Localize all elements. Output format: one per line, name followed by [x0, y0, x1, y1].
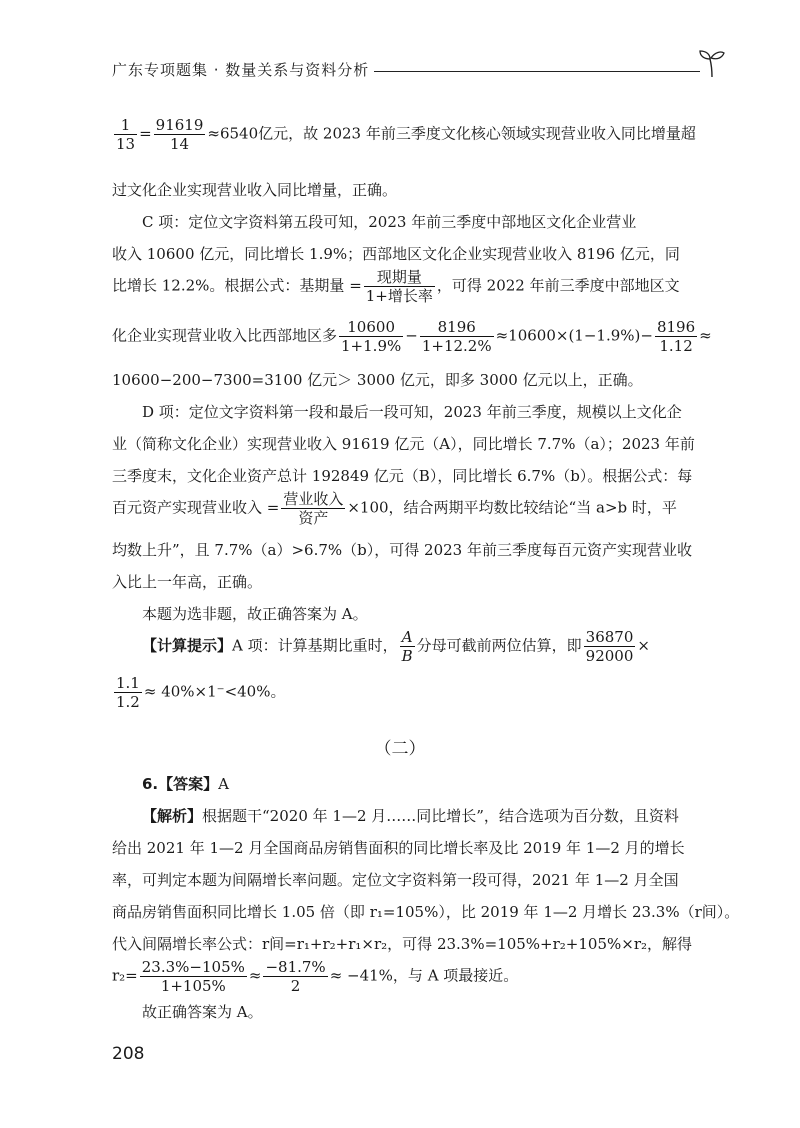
fraction: $\frac{23.3\%-105\%}{1+105\%}$ [141, 958, 245, 995]
text-line: 商品房销售面积同比增长 1.05 倍（即 r₁=105%），比 2019 年 1—2 月增长 23.3%（r间）。 [112, 903, 740, 921]
calc-tip-line: 【计算提示】A 项：计算基期比重时， $\frac{A}{B}$ 分母可截前两位估算，即 $\frac{36870}{92000}$ × [142, 628, 650, 665]
text-line: 本题为选非题，故正确答案为 A。 [142, 605, 368, 623]
analysis-label: 【解析】 [142, 807, 203, 825]
text-line: 给出 2021 年 1—2 月全国商品房销售面积的同比增长率及比 2019 年 1—2 月的增长 [112, 839, 685, 857]
header-title: 广东专项题集 · 数量关系与资料分析 [112, 61, 370, 79]
fraction: $\frac{36870}{92000}$ [585, 628, 634, 665]
fraction: $\frac{8196}{1.12}$ [656, 318, 696, 355]
fraction: $\frac{A}{B}$ [401, 628, 413, 665]
text-line: 百元资产实现营业收入 = $\frac{\text{营业收入}}{\text{资产}}$ ×100，结合两期平均数比较结论“当 a>b 时，平 [112, 490, 677, 527]
fraction: $\frac{91619}{14}$ [155, 116, 204, 153]
text-line: 率，可判定本题为间隔增长率问题。定位文字资料第一段可得，2021 年 1—2 月全国 [112, 871, 679, 889]
text-line: 入比上一年高，正确。 [112, 573, 263, 591]
text-line: 收入 10600 亿元，同比增长 1.9%；西部地区文化企业实现营业收入 8196 亿元，同 [112, 245, 680, 263]
text-line: $\frac{1}{13}$ = $\frac{91619}{14}$ ≈6540亿元，故 2023 年前三季度文化核心领域实现营业收入同比增量超 [116, 116, 696, 153]
fraction: $\frac{\text{营业收入}}{\text{资产}}$ [283, 490, 344, 527]
text-line: 比增长 12.2%。根据公式：基期量 = $\frac{\text{现期量}}{\text{1+增长率}}$ ，可得 2022 年前三季度中部地区文 [112, 268, 680, 305]
text-line: C 项：定位文字资料第五段可知，2023 年前三季度中部地区文化企业营业 [142, 213, 637, 231]
fraction: $\frac{1.1}{1.2}$ [116, 674, 140, 711]
text-line: D 项：定位文字资料第一段和最后一段可知，2023 年前三季度，规模以上文化企 [142, 403, 682, 421]
fraction: $\frac{1}{13}$ [116, 116, 136, 153]
text-line: 【解析】根据题干“2020 年 1—2 月……同比增长”，结合选项为百分数，且资料 [142, 807, 679, 825]
text-line: 业（简称文化企业）实现营业收入 91619 亿元（A），同比增长 7.7%（a）；2023 年前 [112, 435, 695, 453]
section-heading: （二） [374, 739, 426, 759]
text-line: 三季度末，文化企业资产总计 192849 亿元（B），同比增长 6.7%（b）。根据公式：每 [112, 467, 693, 485]
fraction: $\frac{-81.7\%}{2}$ [265, 958, 326, 995]
text-line: 均数上升”，且 7.7%（a）>6.7%（b），可得 2023 年前三季度每百元资产实现营业收 [112, 541, 692, 559]
text-line: 代入间隔增长率公式：r间=r₁+r₂+r₁×r₂，可得 23.3%=105%+r₂+105%×r₂，解得 [112, 935, 693, 953]
answer-label: 6.【答案】 [142, 775, 219, 793]
text-line: 过文化企业实现营业收入同比增量，正确。 [112, 181, 398, 199]
running-header [112, 55, 712, 85]
tip-label: 【计算提示】 [142, 636, 233, 655]
fraction: $\frac{\text{现期量}}{\text{1+增长率}}$ [365, 268, 433, 305]
fraction: $\frac{8196}{1+12.2\%}$ [421, 318, 492, 355]
page-number: 208 [112, 1044, 145, 1064]
fraction: $\frac{10600}{1+1.9\%}$ [341, 318, 402, 355]
sprout-icon [697, 47, 727, 79]
text-line: 10600−200−7300=3100 亿元＞ 3000 亿元，即多 3000 亿元以上，正确。 [112, 371, 643, 389]
text-line: 化企业实现营业收入比西部地区多 $\frac{10600}{1+1.9\%}$ − $\frac{8196}{1+12.2\%}$ ≈10600×(1−1.9%)− $\frac{8196}{1.12}$ ≈ [112, 318, 712, 355]
text-line: $\frac{1.1}{1.2}$ ≈ 40%×1⁻<40%。 [116, 674, 286, 711]
text-line: 故正确答案为 A。 [142, 1003, 263, 1021]
text-line: r₂= $\frac{23.3\%-105\%}{1+105\%}$ ≈ $\frac{-81.7\%}{2}$ ≈ −41%，与 A 项最接近。 [112, 958, 519, 995]
header-rule [374, 71, 700, 72]
answer-line: 6.【答案】A [142, 775, 229, 793]
